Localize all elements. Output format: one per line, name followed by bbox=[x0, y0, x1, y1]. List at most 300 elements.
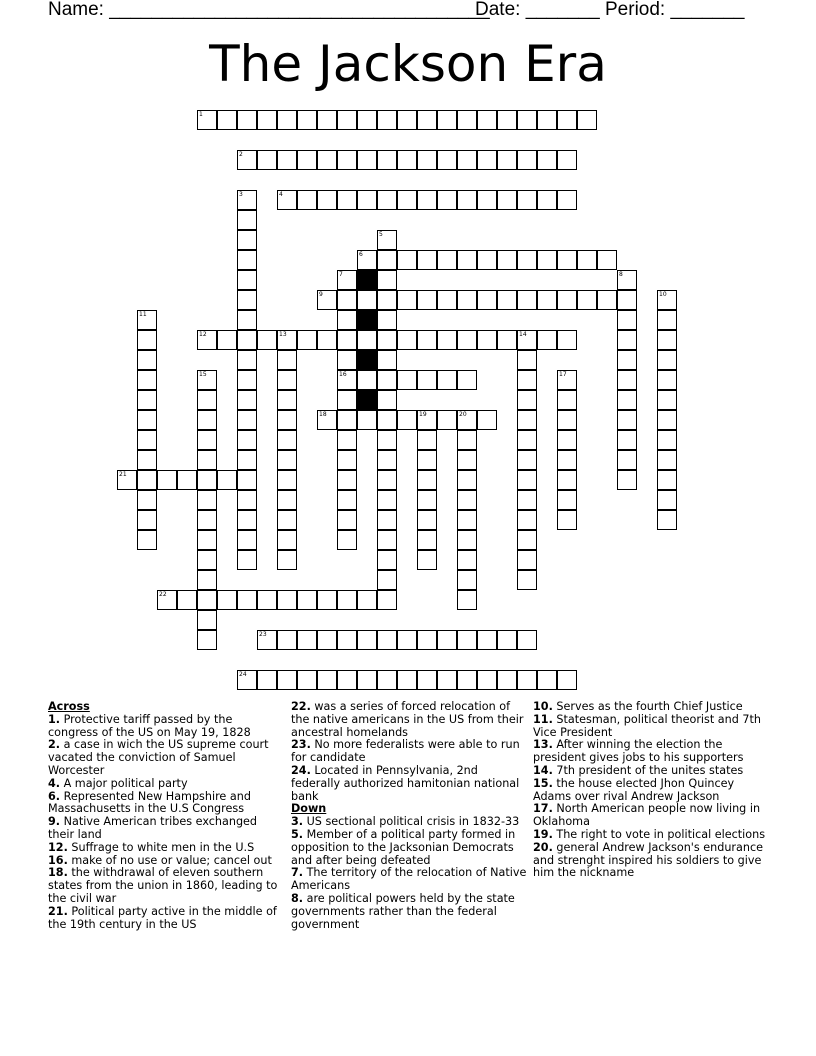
crossword-cell[interactable] bbox=[277, 590, 297, 610]
crossword-cell[interactable] bbox=[417, 250, 437, 270]
crossword-cell[interactable] bbox=[337, 110, 357, 130]
crossword-cell[interactable] bbox=[137, 470, 157, 490]
crossword-cell[interactable] bbox=[377, 430, 397, 450]
crossword-cell[interactable] bbox=[137, 510, 157, 530]
crossword-cell[interactable] bbox=[577, 110, 597, 130]
crossword-cell[interactable] bbox=[617, 330, 637, 350]
crossword-cell[interactable] bbox=[557, 490, 577, 510]
crossword-cell[interactable] bbox=[337, 630, 357, 650]
crossword-cell[interactable] bbox=[337, 430, 357, 450]
crossword-cell[interactable] bbox=[197, 510, 217, 530]
crossword-cell[interactable] bbox=[237, 530, 257, 550]
crossword-cell[interactable] bbox=[557, 190, 577, 210]
crossword-cell[interactable] bbox=[517, 150, 537, 170]
crossword-cell[interactable] bbox=[257, 670, 277, 690]
crossword-cell[interactable] bbox=[537, 190, 557, 210]
crossword-cell[interactable] bbox=[277, 350, 297, 370]
period-field-label[interactable]: Period: _______ bbox=[605, 0, 745, 20]
crossword-cell[interactable] bbox=[357, 290, 377, 310]
crossword-cell[interactable] bbox=[417, 530, 437, 550]
crossword-cell[interactable] bbox=[457, 570, 477, 590]
clues-column-3 bbox=[533, 701, 769, 880]
crossword-cell[interactable] bbox=[397, 370, 417, 390]
crossword-cell[interactable] bbox=[417, 190, 437, 210]
crossword-cell[interactable] bbox=[477, 250, 497, 270]
clue-item bbox=[48, 816, 284, 842]
crossword-cell[interactable] bbox=[437, 370, 457, 390]
crossword-cell[interactable] bbox=[577, 250, 597, 270]
crossword-cell[interactable] bbox=[457, 590, 477, 610]
crossword-cell[interactable] bbox=[557, 250, 577, 270]
crossword-cell[interactable] bbox=[337, 590, 357, 610]
crossword-cell[interactable] bbox=[297, 590, 317, 610]
crossword-cell[interactable] bbox=[537, 250, 557, 270]
crossword-cell[interactable] bbox=[657, 470, 677, 490]
crossword-cell[interactable] bbox=[517, 190, 537, 210]
clue-item bbox=[533, 842, 769, 880]
clue-number: 5. bbox=[291, 827, 304, 841]
crossword-cell[interactable] bbox=[357, 370, 377, 390]
crossword-cell[interactable] bbox=[377, 190, 397, 210]
crossword-cell[interactable] bbox=[237, 230, 257, 250]
crossword-cell[interactable] bbox=[377, 270, 397, 290]
crossword-cell[interactable] bbox=[357, 410, 377, 430]
crossword-cell[interactable] bbox=[237, 110, 257, 130]
crossword-cell[interactable] bbox=[317, 330, 337, 350]
crossword-cell[interactable] bbox=[657, 310, 677, 330]
crossword-cell[interactable] bbox=[297, 190, 317, 210]
crossword-cell[interactable] bbox=[437, 110, 457, 130]
crossword-cell[interactable] bbox=[277, 450, 297, 470]
clue-number: 13. bbox=[533, 738, 553, 752]
crossword-cell[interactable] bbox=[317, 670, 337, 690]
crossword-cell[interactable] bbox=[577, 290, 597, 310]
crossword-cell[interactable] bbox=[497, 110, 517, 130]
crossword-cell[interactable] bbox=[357, 110, 377, 130]
crossword-cell[interactable] bbox=[417, 150, 437, 170]
crossword-cell[interactable] bbox=[237, 350, 257, 370]
crossword-cell[interactable] bbox=[457, 630, 477, 650]
crossword-cell[interactable] bbox=[377, 510, 397, 530]
crossword-cell[interactable] bbox=[437, 410, 457, 430]
crossword-cell[interactable] bbox=[657, 370, 677, 390]
crossword-cell[interactable] bbox=[517, 430, 537, 450]
crossword-cell[interactable] bbox=[557, 290, 577, 310]
crossword-cell[interactable] bbox=[217, 470, 237, 490]
clue-text: Native American tribes exchanged their land bbox=[48, 815, 258, 841]
crossword-cell[interactable] bbox=[237, 410, 257, 430]
crossword-cell[interactable] bbox=[237, 590, 257, 610]
crossword-cell[interactable] bbox=[277, 530, 297, 550]
crossword-cell[interactable] bbox=[457, 190, 477, 210]
crossword-cell[interactable] bbox=[197, 430, 217, 450]
crossword-cell[interactable] bbox=[457, 250, 477, 270]
crossword-cell[interactable] bbox=[357, 630, 377, 650]
crossword-cell[interactable] bbox=[517, 570, 537, 590]
crossword-cell[interactable] bbox=[517, 670, 537, 690]
crossword-cell[interactable] bbox=[377, 150, 397, 170]
crossword-cell[interactable] bbox=[457, 490, 477, 510]
crossword-cell[interactable] bbox=[557, 470, 577, 490]
crossword-cell[interactable] bbox=[657, 410, 677, 430]
crossword-cell[interactable] bbox=[357, 590, 377, 610]
crossword-cell[interactable] bbox=[197, 470, 217, 490]
crossword-cell[interactable] bbox=[397, 110, 417, 130]
crossword-cell[interactable] bbox=[417, 430, 437, 450]
crossword-cell[interactable] bbox=[557, 450, 577, 470]
crossword-cell[interactable] bbox=[657, 450, 677, 470]
crossword-cell[interactable] bbox=[477, 110, 497, 130]
crossword-cell[interactable] bbox=[337, 330, 357, 350]
crossword-cell[interactable] bbox=[297, 670, 317, 690]
crossword-cell[interactable] bbox=[377, 370, 397, 390]
crossword-cell[interactable] bbox=[337, 670, 357, 690]
clue-number-label: 6 bbox=[359, 251, 363, 258]
crossword-cell[interactable] bbox=[537, 110, 557, 130]
crossword-cell[interactable] bbox=[177, 470, 197, 490]
crossword-cell[interactable] bbox=[217, 590, 237, 610]
crossword-cell[interactable] bbox=[277, 150, 297, 170]
clue-text: Member of a political party formed in opposition to the Jacksonian Democrats and after being defeated bbox=[291, 827, 516, 867]
crossword-cell[interactable] bbox=[237, 310, 257, 330]
crossword-cell[interactable] bbox=[517, 390, 537, 410]
clue-text: US sectional political crisis in 1832-33 bbox=[303, 815, 520, 829]
crossword-cell[interactable] bbox=[617, 350, 637, 370]
crossword-cell[interactable] bbox=[317, 150, 337, 170]
crossword-cell[interactable] bbox=[237, 450, 257, 470]
crossword-cell[interactable] bbox=[337, 410, 357, 430]
crossword-cell[interactable] bbox=[657, 490, 677, 510]
clue-item bbox=[48, 714, 284, 740]
crossword-cell[interactable] bbox=[517, 510, 537, 530]
crossword-cell[interactable] bbox=[277, 630, 297, 650]
crossword-cell[interactable] bbox=[537, 290, 557, 310]
crossword-cell[interactable] bbox=[457, 510, 477, 530]
crossword-cell[interactable] bbox=[417, 330, 437, 350]
crossword-cell[interactable] bbox=[237, 270, 257, 290]
crossword-cell[interactable] bbox=[277, 110, 297, 130]
crossword-cell[interactable] bbox=[497, 670, 517, 690]
crossword-cell[interactable] bbox=[377, 410, 397, 430]
crossword-cell[interactable] bbox=[557, 390, 577, 410]
crossword-cell[interactable] bbox=[197, 390, 217, 410]
crossword-cell[interactable] bbox=[657, 510, 677, 530]
clue-number: 19. bbox=[533, 827, 553, 841]
crossword-cell[interactable] bbox=[277, 550, 297, 570]
crossword-cell[interactable] bbox=[337, 490, 357, 510]
crossword-cell[interactable] bbox=[417, 290, 437, 310]
clue-number: 7. bbox=[291, 866, 304, 880]
crossword-cell[interactable] bbox=[317, 630, 337, 650]
crossword-cell[interactable] bbox=[357, 190, 377, 210]
crossword-cell[interactable] bbox=[397, 670, 417, 690]
crossword-cell[interactable] bbox=[497, 250, 517, 270]
crossword-cell[interactable] bbox=[237, 490, 257, 510]
crossword-cell[interactable] bbox=[597, 290, 617, 310]
crossword-cell[interactable] bbox=[537, 670, 557, 690]
crossword-cell[interactable] bbox=[477, 410, 497, 430]
crossword-cell[interactable] bbox=[397, 330, 417, 350]
crossword-cell[interactable] bbox=[657, 390, 677, 410]
crossword-cell[interactable] bbox=[517, 490, 537, 510]
crossword-cell[interactable] bbox=[337, 310, 357, 330]
crossword-cell[interactable] bbox=[397, 290, 417, 310]
clue-text: general Andrew Jackson's endurance and strenght inspired his soldiers to give him the nickname bbox=[533, 840, 764, 880]
crossword-cell[interactable] bbox=[197, 450, 217, 470]
crossword-cell[interactable] bbox=[197, 570, 217, 590]
crossword-cell[interactable] bbox=[517, 410, 537, 430]
crossword-cell[interactable] bbox=[497, 150, 517, 170]
clues-column-2 bbox=[291, 701, 527, 931]
crossword-cell[interactable] bbox=[277, 410, 297, 430]
crossword-cell[interactable] bbox=[197, 610, 217, 630]
crossword-cell[interactable] bbox=[497, 290, 517, 310]
crossword-cell[interactable] bbox=[417, 670, 437, 690]
clue-text: The right to vote in political elections bbox=[552, 827, 766, 841]
crossword-cell[interactable] bbox=[197, 490, 217, 510]
name-field-label[interactable]: Name: ____________________________________ bbox=[48, 0, 490, 20]
clue-number-label: 23 bbox=[259, 631, 267, 638]
crossword-cell[interactable] bbox=[457, 370, 477, 390]
crossword-cell[interactable] bbox=[437, 190, 457, 210]
crossword-cell[interactable] bbox=[517, 630, 537, 650]
across-heading: Across bbox=[48, 700, 90, 713]
crossword-cell[interactable] bbox=[457, 670, 477, 690]
crossword-cell[interactable] bbox=[457, 110, 477, 130]
crossword-cell[interactable] bbox=[297, 630, 317, 650]
crossword-cell[interactable] bbox=[257, 590, 277, 610]
crossword-cell[interactable] bbox=[197, 590, 217, 610]
clue-number: 21. bbox=[48, 904, 68, 918]
crossword-cell[interactable] bbox=[497, 630, 517, 650]
crossword-cell[interactable] bbox=[137, 350, 157, 370]
crossword-cell[interactable] bbox=[297, 150, 317, 170]
crossword-cell[interactable] bbox=[337, 470, 357, 490]
crossword-cell[interactable] bbox=[377, 570, 397, 590]
crossword-cell[interactable] bbox=[337, 450, 357, 470]
crossword-cell[interactable] bbox=[457, 450, 477, 470]
crossword-cell[interactable] bbox=[257, 330, 277, 350]
crossword-cell[interactable] bbox=[137, 530, 157, 550]
crossword-cell[interactable] bbox=[197, 410, 217, 430]
crossword-cell[interactable] bbox=[557, 430, 577, 450]
crossword-cell[interactable] bbox=[237, 510, 257, 530]
crossword-cell[interactable] bbox=[397, 150, 417, 170]
crossword-cell[interactable] bbox=[237, 550, 257, 570]
crossword-cell[interactable] bbox=[237, 470, 257, 490]
crossword-cell[interactable] bbox=[297, 110, 317, 130]
crossword-cell[interactable] bbox=[377, 310, 397, 330]
crossword-cell[interactable] bbox=[457, 530, 477, 550]
crossword-cell[interactable] bbox=[377, 330, 397, 350]
crossword-cell[interactable] bbox=[437, 670, 457, 690]
crossword-cell[interactable] bbox=[517, 290, 537, 310]
crossword-cell[interactable] bbox=[557, 110, 577, 130]
crossword-cell[interactable] bbox=[397, 630, 417, 650]
crossword-cell[interactable] bbox=[377, 470, 397, 490]
crossword-cell[interactable] bbox=[517, 530, 537, 550]
crossword-cell[interactable] bbox=[557, 330, 577, 350]
crossword-cell[interactable] bbox=[477, 290, 497, 310]
crossword-cell[interactable] bbox=[377, 450, 397, 470]
crossword-cell[interactable] bbox=[257, 110, 277, 130]
crossword-cell[interactable] bbox=[377, 550, 397, 570]
crossword-cell[interactable] bbox=[397, 410, 417, 430]
crossword-cell[interactable] bbox=[237, 250, 257, 270]
crossword-cell[interactable] bbox=[317, 190, 337, 210]
crossword-cell[interactable] bbox=[237, 330, 257, 350]
crossword-cell[interactable] bbox=[137, 490, 157, 510]
crossword-cell[interactable] bbox=[417, 450, 437, 470]
crossword-cell[interactable] bbox=[517, 370, 537, 390]
clue-item bbox=[48, 739, 284, 777]
crossword-cell[interactable] bbox=[277, 510, 297, 530]
crossword-cell[interactable] bbox=[517, 110, 537, 130]
crossword-cell[interactable] bbox=[137, 450, 157, 470]
crossword-cell[interactable] bbox=[317, 590, 337, 610]
crossword-cell[interactable] bbox=[357, 670, 377, 690]
crossword-cell[interactable] bbox=[337, 510, 357, 530]
crossword-cell[interactable] bbox=[377, 590, 397, 610]
crossword-cell[interactable] bbox=[377, 250, 397, 270]
crossword-cell[interactable] bbox=[617, 310, 637, 330]
crossword-cell[interactable] bbox=[517, 250, 537, 270]
clue-number: 16. bbox=[48, 853, 68, 867]
crossword-cell[interactable] bbox=[417, 470, 437, 490]
clue-number: 4. bbox=[48, 776, 61, 790]
crossword-cell[interactable] bbox=[517, 350, 537, 370]
crossword-cell[interactable] bbox=[397, 250, 417, 270]
crossword-cell[interactable] bbox=[617, 370, 637, 390]
crossword-cell[interactable] bbox=[537, 330, 557, 350]
crossword-cell[interactable] bbox=[557, 150, 577, 170]
crossword-cell[interactable] bbox=[177, 590, 197, 610]
crossword-cell[interactable] bbox=[517, 470, 537, 490]
crossword-cell[interactable] bbox=[537, 150, 557, 170]
crossword-cell[interactable] bbox=[557, 670, 577, 690]
crossword-cell[interactable] bbox=[197, 530, 217, 550]
clue-number: 6. bbox=[48, 789, 61, 803]
crossword-cell[interactable] bbox=[377, 290, 397, 310]
crossword-cell[interactable] bbox=[417, 510, 437, 530]
crossword-cell[interactable] bbox=[337, 290, 357, 310]
crossword-cell[interactable] bbox=[437, 630, 457, 650]
crossword-cell[interactable] bbox=[497, 190, 517, 210]
crossword-cell[interactable] bbox=[277, 430, 297, 450]
crossword-cell[interactable] bbox=[457, 330, 477, 350]
crossword-cell[interactable] bbox=[237, 210, 257, 230]
crossword-cell[interactable] bbox=[257, 150, 277, 170]
crossword-cell[interactable] bbox=[197, 550, 217, 570]
crossword-cell[interactable] bbox=[297, 330, 317, 350]
crossword-cell[interactable] bbox=[617, 450, 637, 470]
crossword-cell[interactable] bbox=[377, 110, 397, 130]
crossword-cell[interactable] bbox=[357, 330, 377, 350]
crossword-cell[interactable] bbox=[477, 150, 497, 170]
crossword-cell[interactable] bbox=[657, 330, 677, 350]
crossword-cell[interactable] bbox=[137, 430, 157, 450]
crossword-cell[interactable] bbox=[657, 350, 677, 370]
crossword-cell[interactable] bbox=[337, 350, 357, 370]
crossword-cell[interactable] bbox=[437, 250, 457, 270]
crossword-cell[interactable] bbox=[557, 410, 577, 430]
crossword-cell[interactable] bbox=[617, 470, 637, 490]
crossword-cell[interactable] bbox=[477, 190, 497, 210]
crossword-cell[interactable] bbox=[137, 390, 157, 410]
crossword-cell[interactable] bbox=[417, 110, 437, 130]
crossword-cell[interactable] bbox=[277, 490, 297, 510]
crossword-cell[interactable] bbox=[617, 410, 637, 430]
crossword-cell[interactable] bbox=[497, 330, 517, 350]
crossword-cell[interactable] bbox=[377, 490, 397, 510]
crossword-cell[interactable] bbox=[237, 290, 257, 310]
crossword-cell[interactable] bbox=[197, 630, 217, 650]
crossword-cell[interactable] bbox=[237, 430, 257, 450]
crossword-cell[interactable] bbox=[277, 370, 297, 390]
crossword-cell[interactable] bbox=[277, 470, 297, 490]
crossword-cell[interactable] bbox=[137, 330, 157, 350]
crossword-cell[interactable] bbox=[337, 390, 357, 410]
crossword-cell[interactable] bbox=[137, 410, 157, 430]
crossword-cell[interactable] bbox=[397, 190, 417, 210]
crossword-cell[interactable] bbox=[597, 250, 617, 270]
crossword-cell[interactable] bbox=[437, 330, 457, 350]
crossword-cell[interactable] bbox=[217, 110, 237, 130]
crossword-cell[interactable] bbox=[557, 510, 577, 530]
crossword-cell[interactable] bbox=[437, 290, 457, 310]
crossword-cell[interactable] bbox=[457, 470, 477, 490]
clue-number: 1. bbox=[48, 712, 61, 726]
crossword-cell[interactable] bbox=[457, 550, 477, 570]
crossword-cell[interactable] bbox=[337, 530, 357, 550]
crossword-cell[interactable] bbox=[217, 330, 237, 350]
crossword-cell[interactable] bbox=[657, 430, 677, 450]
crossword-cell[interactable] bbox=[477, 670, 497, 690]
crossword-cell[interactable] bbox=[457, 290, 477, 310]
crossword-cell[interactable] bbox=[317, 110, 337, 130]
crossword-cell[interactable] bbox=[477, 330, 497, 350]
crossword-cell[interactable] bbox=[477, 630, 497, 650]
crossword-cell[interactable] bbox=[237, 370, 257, 390]
crossword-cell[interactable] bbox=[617, 430, 637, 450]
crossword-cell[interactable] bbox=[237, 390, 257, 410]
crossword-cell[interactable] bbox=[457, 150, 477, 170]
date-field-label[interactable]: Date: _______ bbox=[475, 0, 600, 20]
crossword-cell[interactable] bbox=[337, 150, 357, 170]
crossword-cell[interactable] bbox=[357, 150, 377, 170]
crossword-cell[interactable] bbox=[277, 390, 297, 410]
crossword-cell[interactable] bbox=[377, 350, 397, 370]
crossword-cell[interactable] bbox=[417, 370, 437, 390]
crossword-cell[interactable] bbox=[437, 150, 457, 170]
crossword-cell[interactable] bbox=[517, 550, 537, 570]
crossword-cell[interactable] bbox=[517, 450, 537, 470]
crossword-cell[interactable] bbox=[377, 390, 397, 410]
crossword-cell[interactable] bbox=[457, 430, 477, 450]
crossword-cell[interactable] bbox=[417, 550, 437, 570]
crossword-cell[interactable] bbox=[157, 470, 177, 490]
crossword-cell[interactable] bbox=[417, 490, 437, 510]
crossword-cell[interactable] bbox=[617, 290, 637, 310]
crossword-cell[interactable] bbox=[377, 530, 397, 550]
crossword-cell[interactable] bbox=[377, 670, 397, 690]
crossword-cell[interactable] bbox=[137, 370, 157, 390]
crossword-cell[interactable] bbox=[417, 630, 437, 650]
crossword-cell[interactable] bbox=[617, 390, 637, 410]
crossword-cell[interactable] bbox=[377, 630, 397, 650]
crossword-cell[interactable] bbox=[337, 190, 357, 210]
crossword-cell[interactable] bbox=[277, 670, 297, 690]
